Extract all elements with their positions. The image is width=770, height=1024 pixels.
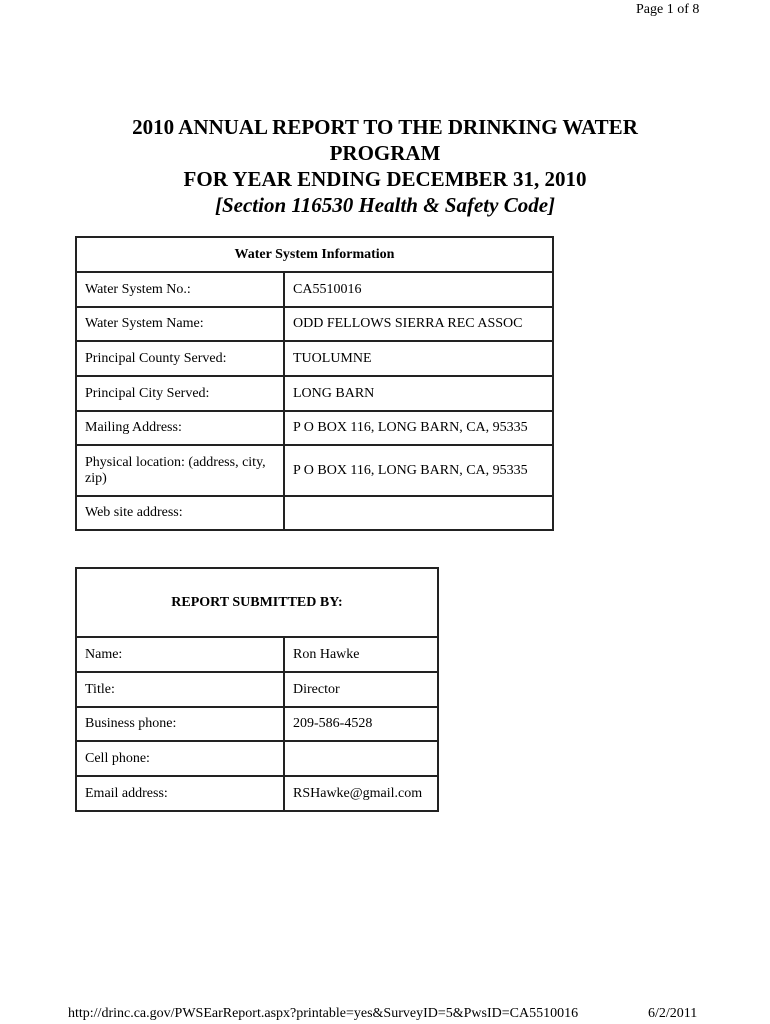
row-label: Title: [76, 672, 284, 707]
table-row [76, 411, 553, 445]
row-label: Mailing Address: [76, 411, 284, 445]
table-row [76, 672, 438, 707]
title-line-1: 2010 ANNUAL REPORT TO THE DRINKING WATER [132, 115, 638, 139]
row-value: ODD FELLOWS SIERRA REC ASSOC [284, 307, 553, 341]
row-value: RSHawke@gmail.com [284, 776, 438, 811]
row-label: Web site address: [76, 496, 284, 530]
table-row [76, 445, 553, 496]
row-value: Ron Hawke [284, 637, 438, 672]
table-row [76, 776, 438, 811]
row-label: Cell phone: [76, 741, 284, 776]
footer-url: http://drinc.ca.gov/PWSEarReport.aspx?printable=yes&SurveyID=5&PwsID=CA5510016 [68, 1006, 579, 1021]
row-value [284, 496, 553, 530]
table-header-row [76, 568, 438, 637]
row-label: Water System Name: [76, 307, 284, 341]
report-submitted-table [75, 567, 439, 812]
title-line-2: PROGRAM [329, 141, 441, 165]
water-system-heading: Water System Information [76, 237, 553, 272]
row-label: Business phone: [76, 707, 284, 741]
row-value: CA5510016 [284, 272, 553, 307]
row-value: LONG BARN [284, 376, 553, 411]
title-line-3: FOR YEAR ENDING DECEMBER 31, 2010 [183, 167, 587, 191]
water-system-table [75, 236, 554, 531]
report-title [0, 114, 770, 218]
table-row [76, 341, 553, 376]
table-row [76, 496, 553, 530]
row-label: Principal County Served: [76, 341, 284, 376]
row-label: Email address: [76, 776, 284, 811]
table-header-row [76, 237, 553, 272]
table-row [76, 307, 553, 341]
row-value: P O BOX 116, LONG BARN, CA, 95335 [284, 445, 553, 496]
footer-date: 6/2/2011 [648, 1006, 698, 1021]
table-row [76, 376, 553, 411]
table-row [76, 637, 438, 672]
row-value: P O BOX 116, LONG BARN, CA, 95335 [284, 411, 553, 445]
title-line-4: [Section 116530 Health & Safety Code] [214, 193, 556, 217]
table-row [76, 741, 438, 776]
row-value [284, 741, 438, 776]
row-label: Name: [76, 637, 284, 672]
row-value: Director [284, 672, 438, 707]
row-label: Principal City Served: [76, 376, 284, 411]
page-indicator: Page 1 of 8 [636, 2, 700, 17]
row-label: Water System No.: [76, 272, 284, 307]
row-value: 209-586-4528 [284, 707, 438, 741]
row-label: Physical location: (address, city, zip) [76, 445, 284, 496]
row-value: TUOLUMNE [284, 341, 553, 376]
table-row [76, 272, 553, 307]
report-submitted-heading: REPORT SUBMITTED BY: [76, 568, 438, 637]
table-row [76, 707, 438, 741]
